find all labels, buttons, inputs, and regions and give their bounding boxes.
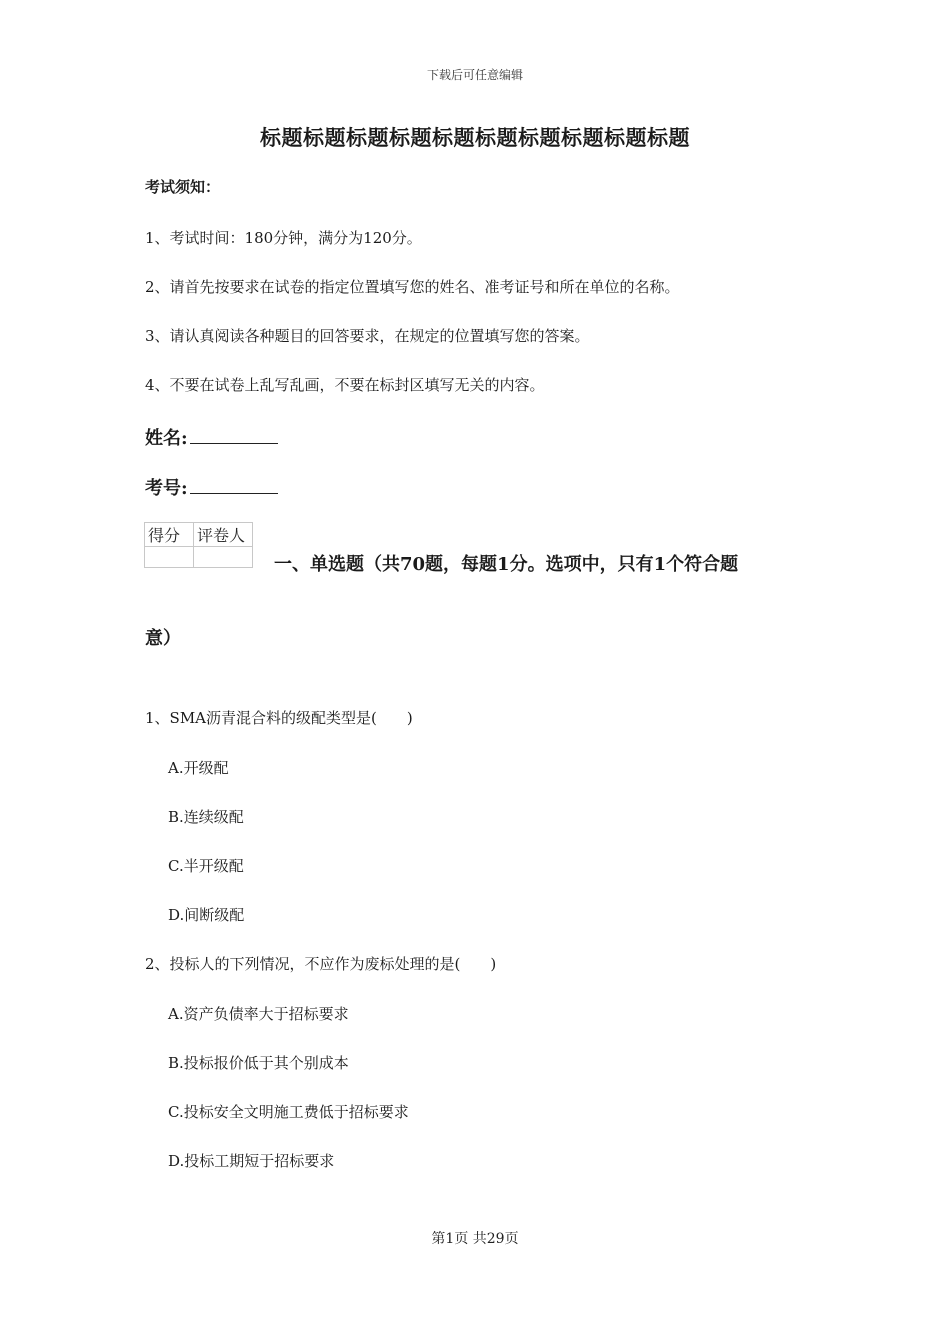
score-table-blank-row: [145, 547, 253, 568]
question-option: D.间断级配: [168, 906, 245, 924]
notice-item: 1、考试时间：180分钟，满分为120分。: [145, 229, 422, 247]
notice-item: 2、请首先按要求在试卷的指定位置填写您的姓名、准考证号和所在单位的名称。: [145, 278, 680, 296]
name-field: [145, 424, 278, 450]
question-option: C.投标安全文明施工费低于招标要求: [168, 1103, 409, 1121]
exam-number-label: 考号:: [145, 478, 188, 499]
score-header: 得分: [145, 523, 194, 547]
grader-cell: [194, 547, 253, 568]
notice-item: 3、请认真阅读各种题目的回答要求，在规定的位置填写您的答案。: [145, 327, 590, 345]
name-label: 姓名:: [145, 428, 188, 449]
score-table-header-row: [145, 523, 253, 547]
name-blank-line[interactable]: [190, 427, 278, 444]
document-title: 标题标题标题标题标题标题标题标题标题标题: [260, 125, 690, 150]
question-option: C.半开级配: [168, 857, 244, 875]
exam-number-blank-line[interactable]: [190, 477, 278, 494]
score-table: [144, 522, 253, 568]
question-option: B.连续级配: [168, 808, 244, 826]
notice-heading: 考试须知：: [145, 178, 221, 196]
score-cell: [145, 547, 194, 568]
question-stem: 1、SMA沥青混合料的级配类型是( ): [145, 709, 413, 727]
question-stem: 2、投标人的下列情况，不应作为废标处理的是( ): [145, 955, 497, 973]
exam-number-field: [145, 474, 278, 500]
notice-item: 4、不要在试卷上乱写乱画，不要在标封区填写无关的内容。: [145, 376, 545, 394]
page-footer: 第1页 共29页: [431, 1231, 519, 1247]
grader-header: 评卷人: [194, 523, 253, 547]
header-note: 下载后可任意编辑: [426, 68, 523, 82]
question-option: D.投标工期短于招标要求: [168, 1152, 335, 1170]
section-title-continued: 意）: [145, 628, 181, 649]
question-option: A.开级配: [168, 759, 229, 777]
question-option: B.投标报价低于其个别成本: [168, 1054, 349, 1072]
question-option: A.资产负债率大于招标要求: [168, 1005, 349, 1023]
section-title: 一、单选题（共70题，每题1分。选项中，只有1个符合题: [274, 554, 739, 575]
